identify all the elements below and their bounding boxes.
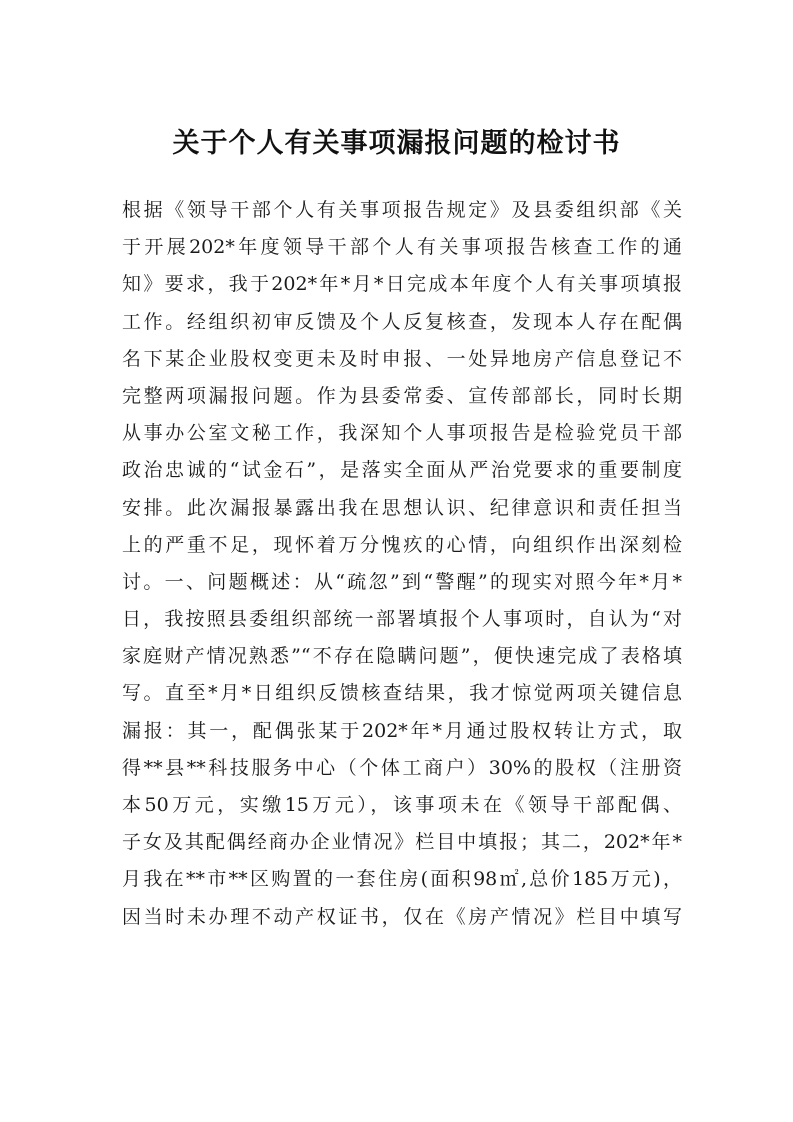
body-line: 工作。经组织初审反馈及个人反复核查，发现本人存在配偶 bbox=[122, 310, 682, 333]
body-line: 月我在**市**区购置的一套住房(面积98㎡,总价185万元)， bbox=[122, 868, 682, 891]
body-line: 漏报：其一，配偶张某于202*年*月通过股权转让方式，取 bbox=[122, 719, 682, 742]
body-line: 日，我按照县委组织部统一部署填报个人事项时，自认为“对 bbox=[122, 608, 682, 631]
body-line: 得**县**科技服务中心（个体工商户）30%的股权（注册资 bbox=[122, 756, 682, 779]
body-line: 讨。一、问题概述：从“疏忽”到“警醒”的现实对照今年*月* bbox=[122, 570, 682, 593]
body-line: 安排。此次漏报暴露出我在思想认识、纪律意识和责任担当 bbox=[122, 496, 682, 519]
body-line: 家庭财产情况熟悉”“不存在隐瞒问题”，便快速完成了表格填 bbox=[122, 645, 682, 668]
body-line: 根据《领导干部个人有关事项报告规定》及县委组织部《关 bbox=[122, 199, 682, 221]
body-line: 知》要求，我于202*年*月*日完成本年度个人有关事项填报 bbox=[122, 273, 682, 296]
body-line: 因当时未办理不动产权证书，仅在《房产情况》栏目中填写 bbox=[122, 905, 682, 928]
body-line: 从事办公室文秘工作，我深知个人事项报告是检验党员干部 bbox=[122, 422, 682, 445]
body-line: 名下某企业股权变更未及时申报、一处异地房产信息登记不 bbox=[122, 347, 682, 370]
body-line: 于开展202*年度领导干部个人有关事项报告核查工作的通 bbox=[122, 236, 682, 259]
body-line: 上的严重不足，现怀着万分愧疚的心情，向组织作出深刻检 bbox=[122, 533, 682, 556]
document-body bbox=[122, 192, 682, 936]
body-line: 政治忠诚的“试金石”，是落实全面从严治党要求的重要制度 bbox=[122, 459, 682, 482]
body-line: 本50万元，实缴15万元），该事项未在《领导干部配偶、 bbox=[122, 794, 682, 816]
body-line: 子女及其配偶经商办企业情况》栏目中填报；其二，202*年* bbox=[122, 831, 682, 854]
body-line: 写。直至*月*日组织反馈核查结果，我才惊觉两项关键信息 bbox=[122, 682, 682, 705]
document-title: 关于个人有关事项漏报问题的检讨书 bbox=[172, 128, 621, 159]
body-line: 完整两项漏报问题。作为县委常委、宣传部部长，同时长期 bbox=[122, 384, 682, 407]
